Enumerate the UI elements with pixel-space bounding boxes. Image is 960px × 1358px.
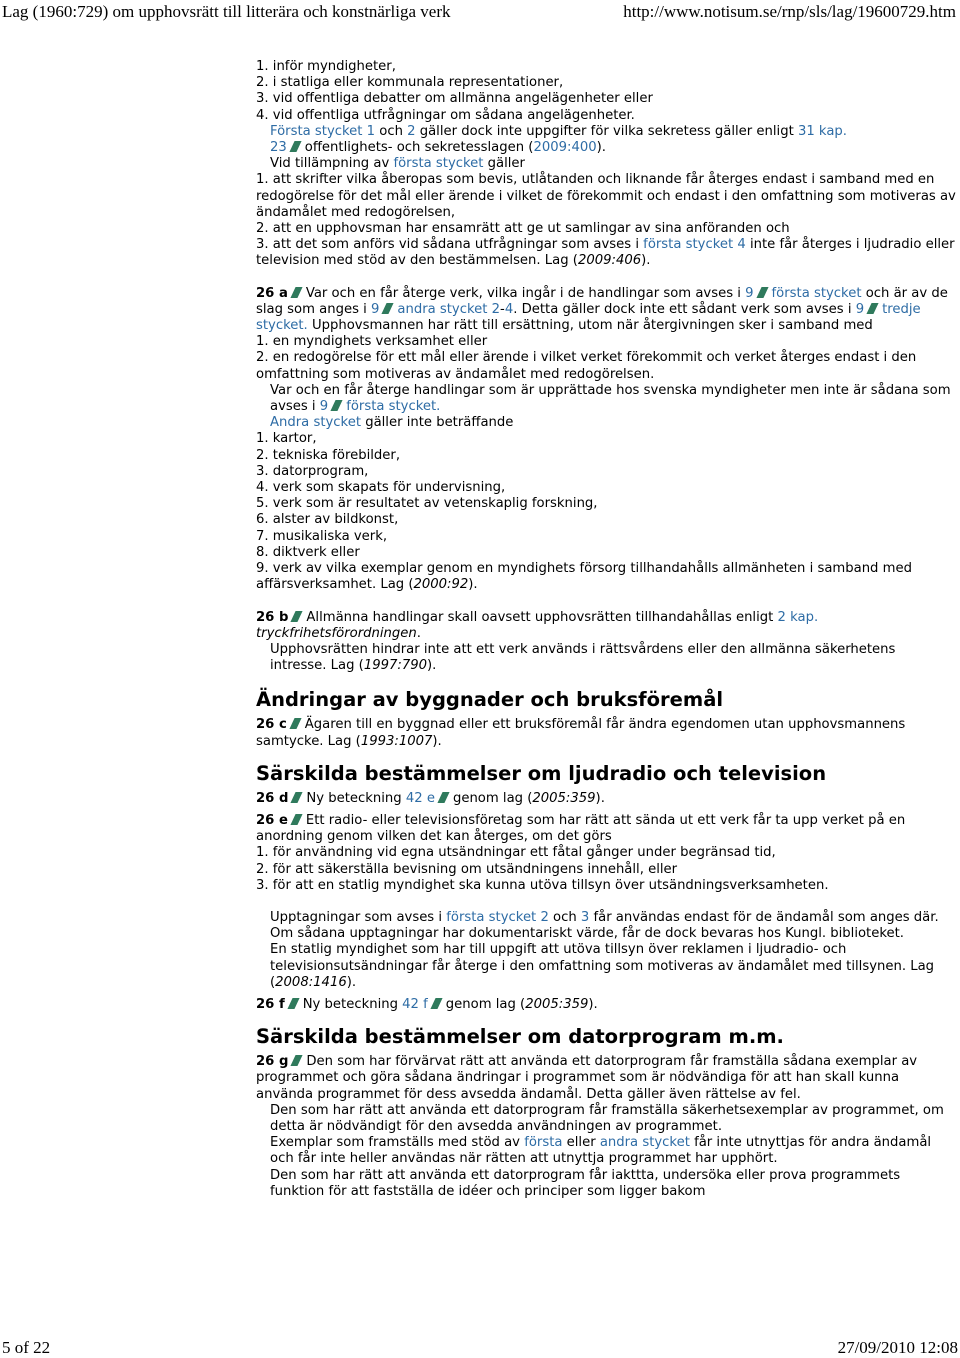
section-mark-icon bbox=[867, 303, 879, 314]
link[interactable]: 3 bbox=[580, 909, 590, 925]
link[interactable]: 2 bbox=[540, 909, 549, 925]
list-item: 3. för att en statlig myndighet ska kunna utöva tillsyn över utsändningsverksamheten. bbox=[256, 877, 829, 893]
section-26c: 26 c Ägaren till en byggnad eller ett bruksföremål får ändra egendomen utan upphovsmannens samtycke. Lag (1993:1007). bbox=[256, 717, 906, 749]
paragraph: Upphovsrätten hindrar inte att ett verk används i rättsvårdens eller den allmänna säkerhetens intresse. Lag (1997:790). bbox=[270, 641, 896, 674]
link[interactable]: Andra stycket bbox=[270, 415, 361, 431]
link[interactable]: 2 kap. bbox=[777, 609, 819, 625]
section-26b: 26 b Allmänna handlingar skall oavsett upphovsrätten tillhandahållas enligt 2 kap. tryckfrihetsförordningen. bbox=[256, 609, 819, 641]
paragraph: Upptagningar som avses i första stycket 2 och 3 får användas endast för de ändamål som anges där. Om sådana upptagningar har dokumentariskt värde, får de dock bevaras hos Kungl. biblioteket. bbox=[270, 909, 939, 942]
link[interactable]: första stycket bbox=[446, 909, 537, 925]
section-number: 26 g bbox=[256, 1054, 289, 1070]
paragraph: Den som har rätt att använda ett datorprogram får iakttta, undersöka eller prova programmets funktion för att fastställa de idéer och principer som ligger bakom bbox=[270, 1167, 901, 1199]
section-mark-icon bbox=[290, 814, 302, 825]
list-item: 3. vid offentliga debatter om allmänna angelägenheter eller bbox=[256, 91, 653, 107]
section-heading: Särskilda bestämmelser om datorprogram m.m. bbox=[256, 1025, 784, 1049]
list-item: 4. verk som skapats för undervisning, bbox=[256, 480, 506, 496]
section-mark-icon bbox=[430, 998, 442, 1009]
list-item: 3. att det som anförs vid sådana utfrågningar som avses i första stycket 4 inte får återges i ljudradio eller television med stöd av den bestämmelsen. Lag (2009:406). bbox=[256, 237, 955, 269]
paragraph: Exemplar som framställs med stöd av första eller andra stycket får inte utnyttjas för andra ändamål och får inte heller användas när rätten att utnyttja programmet har upphört. bbox=[270, 1135, 932, 1167]
print-header-url[interactable]: http://www.notisum.se/rnp/sls/lag/19600729.htm bbox=[623, 2, 956, 21]
document-body bbox=[256, 59, 956, 1200]
section-number: 26 b bbox=[256, 609, 289, 625]
list-item: 1. kartor, bbox=[256, 431, 317, 447]
section-26e: 26 e Ett radio- eller televisionsföretag som har rätt att sända ut ett verk får ta upp verket på en anordning genom vilken det kan återges, om det görs bbox=[256, 812, 906, 845]
section-mark-icon bbox=[287, 998, 299, 1009]
section-mark-icon bbox=[382, 303, 394, 314]
spacer bbox=[256, 894, 956, 910]
link[interactable]: första stycket bbox=[771, 285, 862, 301]
list-item: 2. i statliga eller kommunala representationer, bbox=[256, 75, 564, 91]
link[interactable]: andra stycket bbox=[599, 1135, 690, 1151]
list-item: 8. diktverk eller bbox=[256, 544, 360, 560]
section-mark-icon bbox=[289, 141, 301, 152]
section-26a: 26 a Var och en får återge verk, vilka ingår i de handlingar som avses i 9 första stycket och är av de slag som anges i 9 andra stycket 2-4. Detta gäller dock inte ett sådant verk som avses i 9 tredje stycket. Upphovsmannen har rätt till ersättning, utom när återgivningen sker i samband med bbox=[256, 285, 948, 334]
section-mark-icon bbox=[291, 792, 303, 803]
spacer bbox=[256, 270, 956, 286]
section-26g: 26 g Den som har förvärvat rätt att använda ett datorprogram får framställa sådana exemplar av programmet och göra sådana ändringar i programmet som är nödvändiga för att han skall kunna använda programmet för dess avsedda ändamål. Detta gäller även rättelse av fel. bbox=[256, 1054, 918, 1102]
list-item: 1. inför myndigheter, bbox=[256, 59, 396, 74]
section-mark-icon bbox=[437, 792, 449, 803]
section-mark-icon bbox=[290, 287, 302, 298]
list-item: 2. att en upphovsman har ensamrätt att ge ut samlingar av sina anföranden och bbox=[256, 221, 790, 237]
section-26f: 26 f Ny beteckning 42 f genom lag (2005:359). bbox=[256, 996, 598, 1012]
link[interactable]: första stycket bbox=[393, 156, 484, 172]
link[interactable]: 1 bbox=[366, 123, 376, 139]
paragraph: Var och en får återge handlingar som är upprättade hos svenska myndigheter men inte är sådana som avses i 9 första stycket. bbox=[270, 382, 951, 415]
link[interactable]: 2 bbox=[407, 123, 416, 139]
list-item: 1. att skrifter vilka åberopas som bevis, utlåtanden och liknande får återges endast i samband med en redogörelse för det mål eller ärende i vilket de förekommit och endast i den omfattning som motiveras av ändamålet med redogörelsen, bbox=[256, 172, 956, 220]
list-item: 9. verk av vilka exemplar genom en myndighets försorg tillhandahålls allmänheten i samband med affärsverksamhet. Lag (2000:92). bbox=[256, 561, 912, 593]
section-mark-icon bbox=[291, 1055, 303, 1066]
link[interactable]: 9 bbox=[745, 285, 754, 301]
list-item: 6. alster av bildkonst, bbox=[256, 512, 399, 528]
link[interactable]: första bbox=[524, 1135, 563, 1151]
link[interactable]: 9 bbox=[319, 399, 329, 415]
list-item: 2. tekniska förebilder, bbox=[256, 447, 401, 463]
list-item: 1. en myndighets verksamhet eller bbox=[256, 334, 488, 350]
link[interactable]: Första stycket bbox=[270, 123, 363, 139]
section-mark-icon bbox=[291, 611, 303, 622]
section-mark-icon bbox=[289, 718, 301, 729]
list-item: 1. för användning vid egna utsändningar ett fåtal gånger under begränsad tid, bbox=[256, 845, 776, 861]
section-number: 26 f bbox=[256, 996, 285, 1012]
list-item: 4. vid offentliga utfrågningar om sådana angelägenheter. bbox=[256, 107, 635, 123]
paragraph: Första stycket 1 och 2 gäller dock inte uppgifter för vilka sekretess gäller enligt 31 kap. bbox=[270, 123, 847, 139]
section-number: 26 a bbox=[256, 285, 288, 301]
section-number: 26 c bbox=[256, 717, 287, 733]
spacer bbox=[256, 674, 956, 688]
print-header-title: Lag (1960:729) om upphovsrätt till litterära och konstnärliga verk bbox=[2, 2, 451, 21]
section-heading: Ändringar av byggnader och bruksföremål bbox=[256, 688, 724, 712]
link[interactable]: 23 bbox=[270, 140, 287, 156]
link[interactable]: 42 f bbox=[402, 996, 428, 1012]
paragraph: En statlig myndighet som har till uppgift att utöva tillsyn över reklamen i ljudradio- och televisionsutsändningar får återge i den omfattning som motiveras av ändamålet med tillsynen. Lag (2008:1416). bbox=[270, 942, 935, 990]
paragraph: Den som har rätt att använda ett datorprogram får framställa säkerhetsexemplar av programmet, om detta är nödvändigt för den avsedda användningen av programmet. bbox=[270, 1102, 944, 1134]
link[interactable]: andra stycket bbox=[397, 301, 488, 317]
link[interactable]: 31 kap. bbox=[797, 123, 847, 139]
paragraph: 23 offentlighets- och sekretesslagen (2009:400). bbox=[270, 140, 606, 156]
link[interactable]: 2009:400 bbox=[533, 140, 597, 156]
spacer bbox=[256, 750, 956, 762]
list-item: 5. verk som är resultatet av vetenskaplig forskning, bbox=[256, 496, 598, 512]
link[interactable]: 9 bbox=[855, 301, 865, 317]
section-number: 26 d bbox=[256, 790, 289, 806]
link[interactable]: 42 e bbox=[405, 790, 435, 806]
link[interactable]: första stycket 4 bbox=[643, 237, 746, 253]
link[interactable]: 4 bbox=[504, 301, 514, 317]
link[interactable]: första stycket. bbox=[346, 399, 441, 415]
section-mark-icon bbox=[331, 400, 343, 411]
list-item: 2. för att säkerställa bevisning om utsändningens innehåll, eller bbox=[256, 861, 678, 877]
spacer bbox=[256, 1013, 956, 1025]
list-item: 3. datorprogram, bbox=[256, 463, 369, 479]
paragraph: Vid tillämpning av första stycket gäller bbox=[270, 156, 525, 172]
link[interactable]: 9 bbox=[371, 301, 380, 317]
print-footer-datetime: 27/09/2010 12:08 bbox=[837, 1338, 958, 1357]
link[interactable]: 2 bbox=[491, 301, 501, 317]
spacer bbox=[256, 594, 956, 610]
print-footer-page: 5 of 22 bbox=[2, 1338, 51, 1357]
list-item: 7. musikaliska verk, bbox=[256, 528, 388, 544]
section-heading: Särskilda bestämmelser om ljudradio och television bbox=[256, 761, 827, 785]
paragraph: Andra stycket gäller inte beträffande bbox=[270, 415, 514, 431]
section-mark-icon bbox=[756, 287, 768, 298]
section-26d: 26 d Ny beteckning 42 e genom lag (2005:359). bbox=[256, 790, 605, 806]
link[interactable]: tredje stycket. bbox=[256, 301, 921, 334]
section-number: 26 e bbox=[256, 812, 288, 828]
list-item: 2. en redogörelse för ett mål eller ärende i vilket verket förekommit och verket återges endast i den omfattning som motiveras av ändamålet med redogörelsen. bbox=[256, 350, 917, 382]
